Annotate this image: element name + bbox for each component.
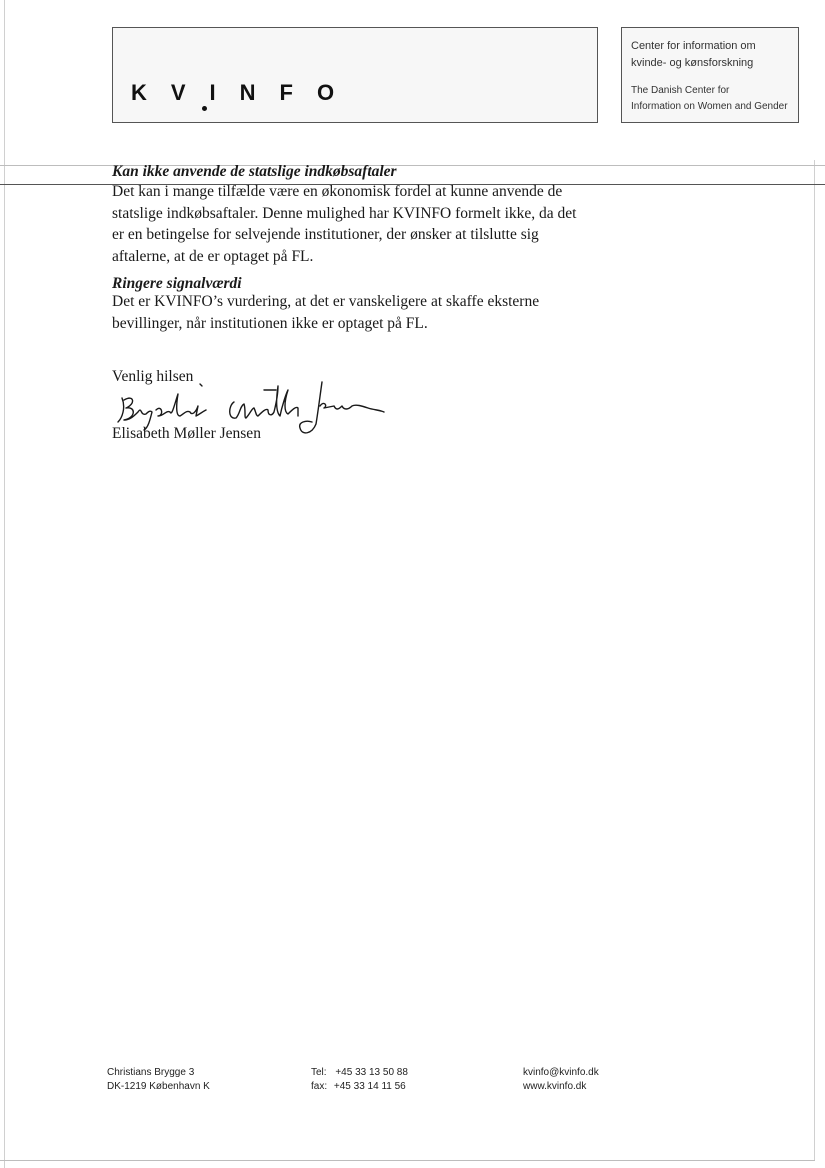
- footer-email[interactable]: kvinfo@kvinfo.dk: [523, 1067, 599, 1078]
- logo-dot-icon: [202, 106, 207, 111]
- fax-label: fax:: [311, 1081, 328, 1092]
- scan-edge-bottom: [0, 1160, 815, 1161]
- footer-website[interactable]: www.kvinfo.dk: [523, 1081, 587, 1092]
- footer-tel-line: [311, 1066, 408, 1080]
- letterhead-info-box: [621, 27, 799, 123]
- scan-edge-right: [814, 160, 815, 1160]
- section-paragraph-signal-value: [112, 291, 612, 334]
- info-english-line: The Danish Center for: [631, 85, 730, 96]
- closing-greeting: Venlig hilsen: [112, 368, 194, 385]
- signatory-name: Elisabeth Møller Jensen: [112, 425, 261, 442]
- section-paragraph-purchasing: [112, 181, 612, 267]
- letterhead-logo-box: [112, 27, 598, 123]
- footer-phone: [311, 1066, 408, 1094]
- section-heading-signal-value: Ringere signalværdi: [112, 275, 242, 292]
- info-english-line: Information on Women and Gender: [631, 101, 788, 112]
- paragraph-line: Det er KVINFO’s vurdering, at det er vanskeligere at skaffe eksterne: [112, 293, 540, 310]
- info-english: [631, 83, 788, 115]
- scan-edge-left: [4, 0, 5, 1168]
- footer-address-line: Christians Brygge 3: [107, 1067, 195, 1078]
- info-danish-line: kvinde- og kønsforskning: [631, 57, 754, 69]
- footer-fax-line: [311, 1080, 408, 1094]
- footer-address: [107, 1066, 210, 1094]
- fax-value: +45 33 14 11 56: [333, 1081, 406, 1092]
- paragraph-line: statslige indkøbsaftaler. Denne mulighed har KVINFO formelt ikke, da det: [112, 204, 577, 222]
- info-danish: [631, 38, 756, 72]
- paragraph-line: er en betingelse for selvejende institutioner, der ønsker at tilslutte sig: [112, 226, 539, 243]
- paragraph-line: Det kan i mange tilfælde være en økonomisk fordel at kunne anvende de: [112, 183, 563, 200]
- paragraph-line: aftalerne, at de er optaget på FL.: [112, 247, 314, 265]
- section-heading-purchasing: Kan ikke anvende de statslige indkøbsaftaler: [112, 163, 397, 180]
- info-danish-line: Center for information om: [631, 40, 756, 52]
- tel-label: Tel:: [311, 1067, 327, 1078]
- footer-contact: [523, 1066, 599, 1094]
- kvinfo-logo: KVINFO: [131, 80, 359, 105]
- footer-address-line: DK-1219 København K: [107, 1081, 210, 1092]
- paragraph-line: bevillinger, når institutionen ikke er optaget på FL.: [112, 314, 428, 332]
- tel-value: +45 33 13 50 88: [335, 1067, 408, 1078]
